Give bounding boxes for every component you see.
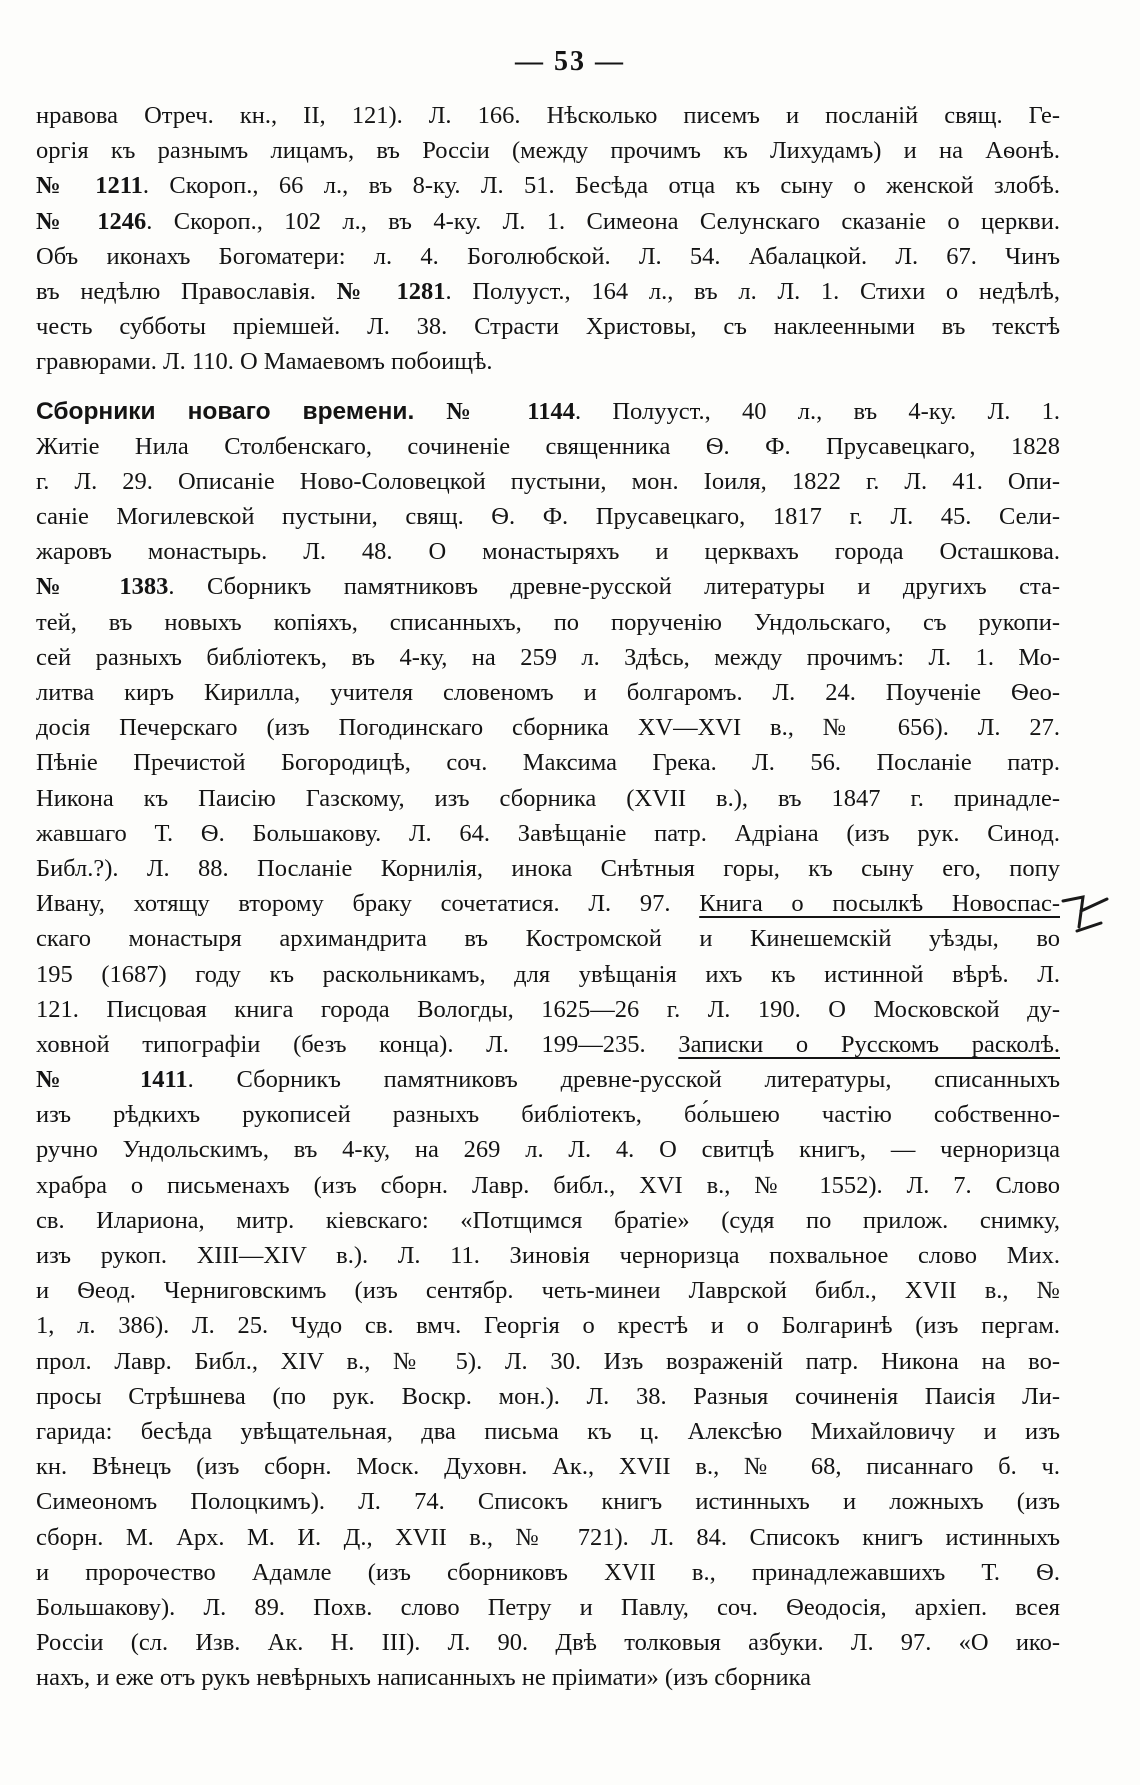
line-text: . Полууст., 164 л., въ л. Л. 1. Стихи о недѣлѣ, xyxy=(445,277,1060,305)
text-line: изъ рѣдкихъ рукописей разныхъ библіотекъ, бо́льшею частію собственно- xyxy=(36,1101,1060,1129)
underlined-text: Книга о посылкѣ Новоспас- xyxy=(699,890,1060,918)
line-text: . Сборникъ памятниковъ древне-русской литературы, списанныхъ xyxy=(187,1066,1060,1094)
text-line: св. Илариона, митр. кіевскаго: «Потщимся братіе» (судя по прилож. снимку, xyxy=(36,1206,1060,1234)
text-line xyxy=(36,569,1060,604)
text-line: изъ рукоп. XIII—XIV в.). Л. 11. Зиновія черноризца похвальное слово Мих. xyxy=(36,1242,1060,1269)
line-text: . Сборникъ памятниковъ древне-русской литературы и другихъ ста- xyxy=(168,573,1060,601)
text-line: просы Стрѣшнева (по рук. Воскр. мон.). Л. 38. Разныя сочиненія Паисія Ли- xyxy=(36,1382,1060,1410)
text-line: Симеономъ Полоцкимъ). Л. 74. Списокъ книгъ истинныхъ и ложныхъ (изъ xyxy=(36,1488,1060,1516)
manuscript-number: № 1383 xyxy=(36,573,169,601)
text-line: Пѣніе Пречистой Богородицѣ, соч. Максима Грека. Л. 56. Посланіе патр. xyxy=(36,749,1060,777)
underlined-text: Записки о Русскомъ расколѣ. xyxy=(678,1030,1060,1058)
text-line: гравюрами. Л. 110. О Мамаевомъ побоищѣ. xyxy=(36,348,493,376)
text-line: досія Печерскаго (изъ Погодинскаго сборника XV—XVI в., № 656). Л. 27. xyxy=(36,714,1060,742)
line-text: . Скороп., 102 л., въ 4-ку. Л. 1. Симеона Селунскаго сказаніе о церкви. xyxy=(146,207,1060,235)
text-line: 195 (1687) году къ раскольникамъ, для увѣщанія ихъ къ истинной вѣрѣ. Л. xyxy=(36,960,1060,988)
text-line xyxy=(36,394,1060,429)
text-line: нахъ, и еже отъ рукъ невѣрныхъ написанныхъ не пріимати» (изъ сборника xyxy=(36,1664,812,1692)
text-line: сборн. М. Арх. М. И. Д., XVII в., № 721). Л. 84. Списокъ книгъ истинныхъ xyxy=(36,1523,1060,1551)
text-line: ручно Ундольскимъ, въ 4-ку, на 269 л. Л. 4. О свитцѣ книгъ, — черноризца xyxy=(36,1136,1060,1164)
manuscript-number: № 1211 xyxy=(36,172,143,200)
text-line: кн. Вѣнецъ (изъ сборн. Моск. Духовн. Ак., XVII в., № 68, писаннаго б. ч. xyxy=(36,1453,1060,1481)
paragraph-gap xyxy=(36,380,1060,394)
text-line: тей, въ новыхъ копіяхъ, списанныхъ, по порученію Ундольскаго, съ рукопи- xyxy=(36,608,1060,636)
manuscript-number: № 1144 xyxy=(446,397,575,425)
text-line: и пророчество Адамле (изъ сборниковъ XVII в., принадлежавшихъ Т. Ѳ. xyxy=(36,1558,1060,1586)
main-text xyxy=(36,98,1060,1695)
text-line: и Ѳеод. Черниговскимъ (изъ сентябр. четь-минеи Лаврской библ., XVII в., № xyxy=(36,1277,1060,1305)
manuscript-number: № 1281 xyxy=(336,277,446,305)
text-line: Житіе Нила Столбенскаго, сочиненіе священника Ѳ. Ф. Прусавецкаго, 1828 xyxy=(36,432,1060,460)
text-line: гарида: бесѣда увѣщательная, два письма къ ц. Алексѣю Михайловичу и изъ xyxy=(36,1417,1060,1445)
text-line: скаго монастыря архимандрита въ Костромской и Кинешемскій уѣзды, во xyxy=(36,925,1060,953)
manuscript-number: № 1411 xyxy=(36,1066,188,1094)
text-line: 1, л. 386). Л. 25. Чудо св. вмч. Георгія о крестѣ и о Болгаринѣ (изъ пергам. xyxy=(36,1312,1060,1340)
text-line xyxy=(36,1027,1060,1062)
text-line: Объ иконахъ Богоматери: л. 4. Боголюбской. Л. 54. Абалацкой. Л. 67. Чинъ xyxy=(36,242,1060,270)
text-line xyxy=(36,886,1060,921)
text-line: Россіи (сл. Изв. Ак. Н. III). Л. 90. Двѣ толковыя азбуки. Л. 97. «О ико- xyxy=(36,1629,1060,1657)
text-line: г. Л. 29. Описаніе Ново-Соловецкой пустыни, мон. Іоиля, 1822 г. Л. 41. Опи- xyxy=(36,467,1060,495)
text-line: прол. Лавр. Библ., XIV в., № 5). Л. 30. Изъ возраженій патр. Никона на во- xyxy=(36,1347,1060,1375)
manuscript-number: № 1246 xyxy=(36,207,147,235)
text-line: Большакову). Л. 89. Похв. слово Петру и Павлу, соч. Ѳеодосія, архіеп. всея xyxy=(36,1593,1060,1621)
text-line xyxy=(36,204,1060,239)
text-line: 121. Писцовая книга города Вологды, 1625—26 г. Л. 190. О Московской ду- xyxy=(36,995,1060,1023)
text-line: Никона къ Паисію Газскому, изъ сборника (XVII в.), въ 1847 г. принадле- xyxy=(36,784,1060,812)
section-heading: Сборники новаго времени. xyxy=(36,397,447,425)
line-text: Ивану, хотящу второму браку сочетатися. Л. 97. xyxy=(36,890,700,918)
text-line: оргія къ разнымъ лицамъ, въ Россіи (между прочимъ къ Лихудамъ) и на Аѳонѣ. xyxy=(36,137,1060,165)
text-line xyxy=(36,1062,1060,1097)
line-text: . Скороп., 66 л., въ 8-ку. Л. 51. Бесѣда отца къ сыну о женской злобѣ. xyxy=(142,172,1060,200)
text-line: сей разныхъ библіотекъ, въ 4-ку, на 259 л. Здѣсь, между прочимъ: Л. 1. Мо- xyxy=(36,643,1060,671)
text-line: честь субботы пріемшей. Л. 38. Страсти Христовы, съ наклеенными въ текстѣ xyxy=(36,313,1060,341)
handwritten-margin-mark xyxy=(1055,885,1115,955)
text-line: саніе Могилевской пустыни, свящ. Ѳ. Ф. Прусавецкаго, 1817 г. Л. 45. Сели- xyxy=(36,503,1060,531)
text-line: Библ.?). Л. 88. Посланіе Корнилія, инока Снѣтныя горы, къ сыну его, попу xyxy=(36,854,1060,882)
line-text: въ недѣлю Православія. xyxy=(36,277,337,305)
text-line xyxy=(36,274,1060,309)
text-line: жавшаго Т. Ѳ. Большакову. Л. 64. Завѣщаніе патр. Адріана (изъ рук. Синод. xyxy=(36,819,1060,847)
text-line: литва киръ Кирилла, учителя словеномъ и болгаромъ. Л. 24. Поученіе Ѳео- xyxy=(36,679,1060,706)
text-line xyxy=(36,168,1060,203)
line-text: ховной типографіи (безъ конца). Л. 199—235. xyxy=(36,1030,679,1058)
page-number: — 53 — xyxy=(515,46,625,77)
line-text: . Полууст., 40 л., въ 4-ку. Л. 1. xyxy=(574,397,1060,425)
text-line: храбра о письменахъ (изъ сборн. Лавр. библ., XVI в., № 1552). Л. 7. Слово xyxy=(36,1171,1060,1199)
text-line: жаровъ монастырь. Л. 48. О монастыряхъ и церквахъ города Осташкова. xyxy=(36,538,1060,566)
text-line: нравова Отреч. кн., II, 121). Л. 166. Нѣсколько писемъ и посланій свящ. Ге- xyxy=(36,102,1060,129)
